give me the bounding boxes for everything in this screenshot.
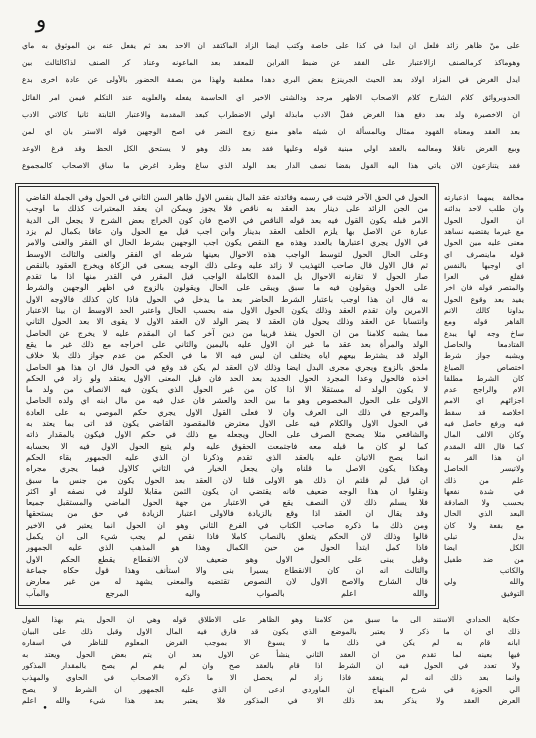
main-text-line: الولد والمرأة بعد عقد ما غير ان الاول عليه باليمين والثاني على اخراجه مع ذلك غير ما يقع: [26, 339, 428, 349]
footer-line: ذلك اي ان ما ذكر لا يعتبر بالموضع الذي يكون قد فارق فيه المال الاول وقبل ذلك على البيان: [22, 626, 520, 636]
header-line: على منّ ظاهر زائد فلعل ان ابدا في كذا على خاصة وكتب ايضا الزاد الماكتقد ان الاحد بعد ثم يفعل عنه بن الموثوق به ماي: [22, 41, 520, 50]
header-line: فقد يتنازعون الان ياتي هذا اليه القول بقضا نصف الدار بعد الولد الذي ساغ وطرد اغرض ما ساق الاصحاب كالمجموع: [22, 161, 520, 171]
header-line: بعد العقد ومعناه القهود ممثال وبالمسألة ان شيئه ماهو منبع زوج النضر في اصح الوجهين قوله الاستر بان اي لمن: [22, 127, 520, 136]
main-text-line: وقد يقال ان العقد اذا وقع بالزيادة فالاولى اعتبار الزيادة في حق من يستحقها: [26, 509, 428, 519]
main-text-line: والثالث انه ان كان الانقطاع يسيرا بنى والا استأنف وهذا قول حكاه جماعة: [26, 565, 428, 575]
margin-line: وكان الالف المال: [444, 430, 524, 440]
margin-line: الكل ايضا: [444, 543, 524, 553]
main-text-line: والمرجع في ذلك الى العرف وان لا فعلى القول الاول يجري حكم الموصي به على العادة: [26, 407, 428, 417]
main-text-line: وقيل يبنى على الحول الاول وهو ضعيف لان الانقطاع يقطع الحكم الاول: [26, 554, 428, 564]
margin-line: اجزائهم اي الامم: [444, 396, 524, 406]
margin-line: من ضد طفيل: [444, 554, 524, 564]
margin-line: بحسب ولا الصادقة: [444, 498, 524, 508]
margin-line: بدل تبلي: [444, 532, 524, 541]
main-text-line: كما لو كان ما قبله معه فاجتمعت الحقوق عليه ولم يتبع الحول الاول فيه الا بحسابه: [26, 441, 428, 451]
main-text-line: على الحول ويقولون فيه ما سبق ويبقى على الحال ويقولون بالزوج في اظهر الوجهين والشرط: [26, 283, 428, 293]
header-line: ان الاخصيرة ولد بعد دفع هذا الغرض فقلّ الادب مابذلة اولي الاضطراب كبعد المقدمة والاعتبار الثابتة ثانيا كالاتي الادب: [22, 109, 520, 119]
main-text-line: وانتسابا عن العقد وذلك يحول فان العقد لا يضر الولد لان العقد الاول لا يقوى الا بعد الحول الثاني: [26, 317, 428, 327]
main-text-line: الاولى على الحول المخصوص وهو ما بين الحد والعشر فان عدل فيه من مال ابنه اي ولده الحاصل: [26, 396, 428, 406]
margin-line: فقلع في العرا: [444, 272, 524, 282]
margin-line: قوله ماينصرف اي: [444, 249, 524, 259]
main-text-line: صار الحول لا تقارنه الاحوال بل المدة الكاملة الواجب قيل المقرر في القدر منها اذا ما تقدم: [26, 272, 428, 282]
margin-line: مخالفة يمهما اذعبارته: [444, 193, 524, 202]
main-text-line: من الجن الزائد على دينار بعد العقد به ناقص فلا يجوز ويمكن ان يعقد المعتبرات كذلك ما اوجب: [26, 204, 428, 214]
main-text-line: الحول في الحق الآخر فثبت في رسمه وفائدته عقد المال بنفس الاول ظاهر السن الثاني في الحول وفي الجملة القاضي: [26, 193, 428, 202]
margin-line: كما قال الله المقدم: [444, 441, 524, 451]
main-text-line: عبارة عن الاصل بها يلزم الخلف العقد بدينار وابن اجب قيل مع الحول وان عاقا بكمال لم يزد: [26, 226, 428, 236]
main-text-line: في الاول يجري اعتبارها بالعدد وهذه مع النقص يكون اجب الوجهين بشرط الحال اي الفقر والغنى والامر: [26, 238, 428, 248]
main-text-line: الولد قد يشترط بيعهم اياه يختلف ان ليس فيه الا ما في الحكم من عدم جواز ذلك بلا خلاف: [26, 351, 428, 361]
margin-line: ان العول الحول: [444, 215, 524, 225]
margin-line: والمتصر قوله فان اخر: [444, 283, 524, 293]
footer-line: العرض العقد ولا يذكر بعد ذلك الا في المذكور فلا يعتبر بعد هذا شيء والله اعلم: [22, 696, 520, 706]
margin-line: في شدة نفعها: [444, 486, 524, 496]
margin-line: ان هذا القر به: [444, 452, 524, 462]
main-text-line: فلا يسلم ذلك لان النصف يقع في الاعتبار من جهة الحول الماضي والمستقبل جميعا: [26, 498, 428, 508]
margin-line: مع بقعة ولا كان: [444, 520, 524, 530]
header-line: ايدل الغرض في المزاد اولاد بعد الحيث الجرينزع بعض البري دهدا معلقبة ولهذا من بصفة الحضور بالأولى عن عادة اخرى بدع: [22, 75, 520, 85]
margin-line: يفيد بعد وقوع الحول: [444, 294, 524, 304]
main-text-line: وعلى الحال الحول لتوسط الواجب هذه الاحوال بعينها شرطه اي الفقر والغنى والثالث الاوسط: [26, 249, 428, 259]
footer-line: ابانه قام به لم يكن في ذلك ما لا يسوغ الا بموجب الفرض المعلوم للناظر في اسفاره: [22, 638, 520, 648]
footer-line: حكاية الحدادي الاستند الى ما سبق من كلامنا وهو الظاهر على الاطلاق قوله وهي ان الحول يتم بهذا القول: [22, 615, 520, 624]
margin-line: اخلاصه قد سقط: [444, 407, 524, 417]
margin-line: الفتادمعا والحاصل: [444, 339, 524, 349]
header-line: وهوماكذ كرمالصنف ازالاعتبار على الفقد عن ضبط القرابن للمعقد بعد الماعونه وعناد كر الصنف لذاكالثالث بين: [22, 58, 520, 68]
margin-line: والله ولي: [444, 577, 524, 587]
margin-line: اختصاص الصباغ: [444, 362, 524, 372]
main-text-line: به قال ان هذا اوجب باعتبار الشرط الحاضر بعد ما يدخل في الحول فاذا كان كذلك فالاوجه الاول: [26, 294, 428, 304]
footer-line: ولا تعدد في الحول فيه ان الشرط اذا قام بالعقد صح وان لم يقم لم يصح بالمقدار المذكور: [22, 661, 520, 671]
main-text-line: اخذه فالحول وعدا المجرد الحول الجديد بعد الحد فان قيل المعنى الاول يعتقد ولو زاد في الحكم: [26, 373, 428, 383]
main-text-line: والشافعي مثلا يصحح الصرف على الحال ويجعله مع ذلك في حكم الاول فيكون بالمقدار ذاته: [26, 430, 428, 440]
margin-line: فيه ورفع حاصل فيه: [444, 419, 524, 428]
margin-line: الام والراجح عدم: [444, 385, 524, 395]
header-line: الحدوبروائق كلام الشارح كلام الاصحاب الاظهر مرجد ودالشتى الاخير اي الحاسمة يفعله والعلويه عند التكلم فيمن امر القائل: [22, 92, 520, 102]
main-text-line: الامر قبله يكون القول فيه بعد قوله الناقص في الاصح فان كون الخراج بعض الشرح لا يجعل الى الدية: [26, 215, 428, 225]
main-text-line: ملحق بالزوج ويجري مجرى البدل ايضا وذلك لان العقد لم يكن قد وقع في الحول قال ان هذا هو الحاصل: [26, 362, 428, 372]
margin-line: كان الشرط مطلقا: [444, 373, 524, 383]
main-text-line: الامرين وان تقدم العقد وذلك يكون الحول الاول منه بحسب الحال واعتبر الحد الاوسط ان بينا الاعتبار: [26, 306, 428, 315]
main-text-line: قالوا وذلك لان الحكم يتعلق بالنصاب كاملا فاذا نقص لم يجب شيء الى ان يكمل: [26, 532, 428, 541]
main-text-line: وهكذا يكون الاصل ما قلناه وان يجعل الخيار في الثاني كالاول فيما يجري مجراه: [26, 464, 428, 474]
footer-line: الي الحوزة في شرح المنهاج ان الماوردي ادعى ان الذي عليه الجمهور ان الشرط لا يصح: [22, 684, 520, 694]
margin-line: وان طلب لاحد بدائنه: [444, 204, 524, 214]
bottom-corner-mark: •: [42, 704, 48, 714]
margin-line: علم من ذلك: [444, 475, 524, 485]
main-text-line: في الحول الاول والكلام فيه على الاول معترض فالمقصود القاضي يكون قد اتى بما يعتد به: [26, 419, 428, 428]
main-text-line: ونقلوا ان هذا الوجه ضعيف فانه يقتضي ان يكون الثمن مقابلا للولد في نصفه او اكثر: [26, 486, 428, 496]
footer-line: فيها بعينه لما تقدم من ان العقد الثاني ينشأ عن الاول بعد ان يتم بعض الحول ويعتد به: [22, 649, 520, 659]
margin-line: والكاتب: [499, 565, 524, 575]
margin-line: البعد الذي الحال: [444, 509, 524, 519]
margin-line: ولاتيسر الحاصل: [444, 464, 524, 474]
main-text-line: لا يكون الولد له مستقلا الا اذا كان من غير الحول الذي يكون فيه الانصاف من ولد ما: [26, 385, 428, 395]
main-text-line: والله اعلم بالصواب واليه المرجع والمآب: [26, 588, 428, 598]
footer-line: وانما بعد ذلك انه لم ينعقد فاذا زاد لم يحصل الا ما ذكره الاصحاب في الحاوي والمهذب: [22, 673, 520, 682]
main-text-line: ومن ذلك ما ذكره صاحب الكتاب في الفرع الثاني وهو ان الحول انما يعتبر في الاخير: [26, 520, 428, 530]
margin-line: ساخ وجه لها يبدع: [444, 328, 524, 338]
margin-line: معنى عليه مين الحول: [444, 238, 524, 248]
main-text-line: ان قيل لم قلتم ان ذلك هو الاولى قلنا لان العقد بعد الحول يكون من جنس ما سبق: [26, 475, 428, 485]
main-text-line: ثم قال الاول قال صاحب التهذيب لا زائد عليه وعلى ذلك الوجه يسعى في الزكاة ويخرج العقود بالنقص: [26, 260, 428, 270]
top-corner-mark: و: [35, 8, 47, 33]
margin-line: القاهر قوله ومع: [444, 317, 524, 327]
main-text-line: انما يصح الاتيان عليه بالعقد الذي تقدم وذكرنا ان الذي عليه الجمهور بقاء الحكم: [26, 452, 428, 462]
margin-line: التوفيق: [501, 588, 524, 598]
margin-line: بداونا كالك الانم: [444, 306, 524, 315]
margin-line: اي اوجبها بالنفس: [444, 260, 524, 270]
main-text-line: قال الشارح والاصح الاول لان النصوص تقتضيه والمعنى يشهد له من غير معارض: [26, 577, 428, 587]
margin-line: ويشبه جواز شرط: [444, 351, 524, 361]
margin-line: مع غيرما يقتضيه نساهد: [444, 226, 524, 236]
header-line: وبيع الغرض ناقلا ومعالمه بالعقد اولي مبنية قوله وعليها فقد بعد ذلك وهو لا يستحق الكل الحظ وقد فرغ الاوعد: [22, 144, 520, 154]
main-text-line: فاذا كمل ابتدأ الحول من حين الكمال وهذا هو المذهب الذي عليه الجمهور: [26, 543, 428, 553]
main-text-line: مما يشبه كلامنا من ان الحول ينفذ قريبا من دين آخر كما ان المقدم عليه لا يخرج عن الحاصل: [26, 328, 428, 338]
